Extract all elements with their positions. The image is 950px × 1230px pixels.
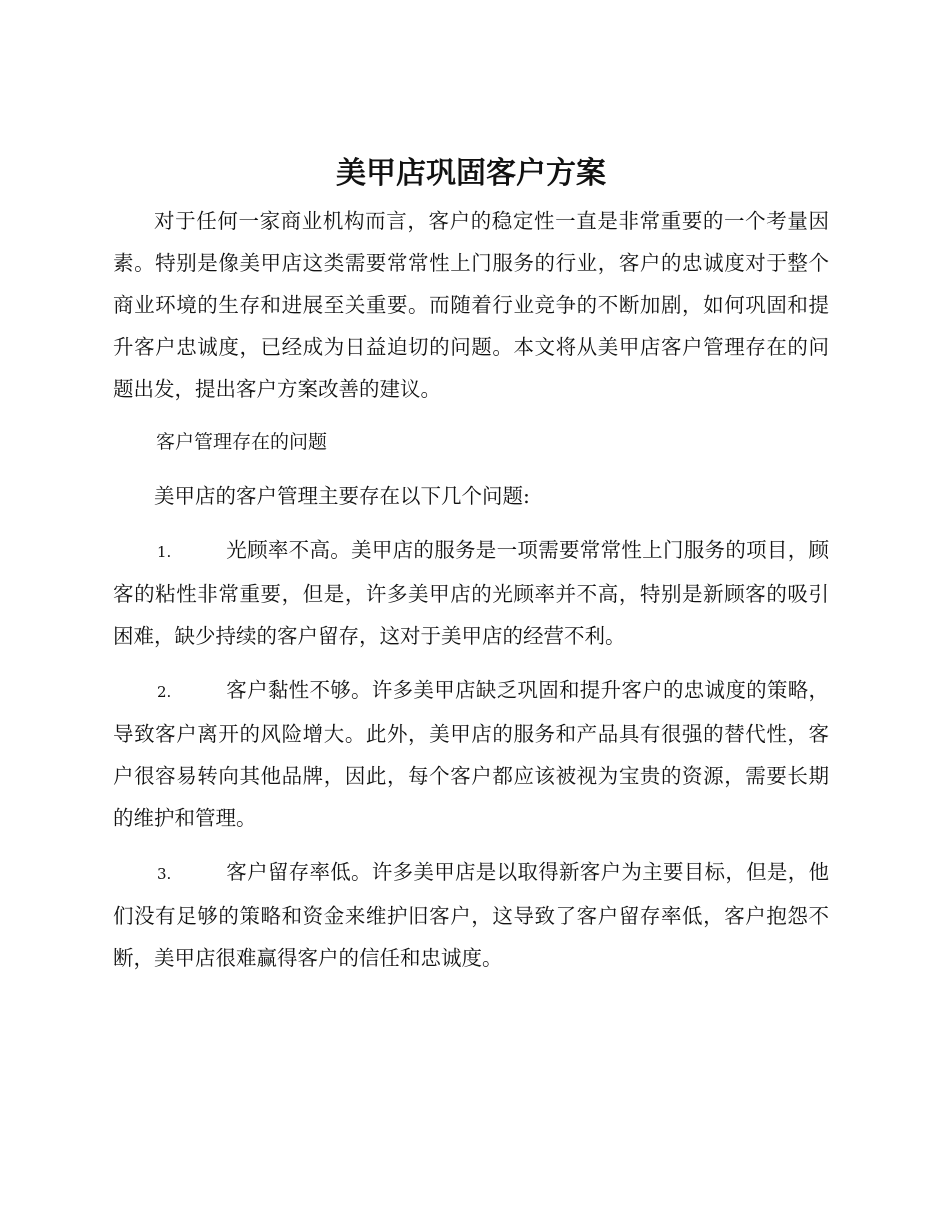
list-item: [113, 529, 829, 657]
section-intro-paragraph: 美甲店的客户管理主要存在以下几个问题:: [154, 484, 530, 508]
intro-paragraph: 对于任何一家商业机构而言，客户的稳定性一直是非常重要的一个考量因素。特别是像美甲店这类需要常常性上门服务的行业，客户的忠诚度对于整个商业环境的生存和进展至关重要。而随着行业竞争的不断加剧，如何巩固和提升客户忠诚度，已经成为日益迫切的问题。本文将从美甲店客户管理存在的问题出发，提出客户方案改善的建议。: [113, 209, 829, 401]
list-item-text: 客户黏性不够。许多美甲店缺乏巩固和提升客户的忠诚度的策略，导致客户离开的风险增大。此外，美甲店的服务和产品具有很强的替代性，客户很容易转向其他品牌，因此，每个客户都应该被视为宝贵的资源，需要长期的维护和管理。: [113, 678, 829, 830]
section-heading: 客户管理存在的问题: [156, 431, 328, 453]
list-item-text: 客户留存率低。许多美甲店是以取得新客户为主要目标，但是，他们没有足够的策略和资金来维护旧客户，这导致了客户留存率低，客户抱怨不断，美甲店很难赢得客户的信任和忠诚度。: [113, 860, 829, 970]
list-item: [113, 851, 829, 979]
list-item-number: 3.: [157, 865, 172, 883]
list-item: [113, 669, 829, 839]
document-title: 美甲店巩固客户方案: [336, 156, 606, 191]
list-item-text: 光顾率不高。美甲店的服务是一项需要常常性上门服务的项目，顾客的粘性非常重要，但是，许多美甲店的光顾率并不高，特别是新顾客的吸引困难，缺少持续的客户留存，这对于美甲店的经营不利。: [113, 538, 829, 648]
list-item-number: 1.: [157, 543, 172, 561]
document-page: [113, 148, 829, 979]
list-item-number: 2.: [157, 683, 172, 701]
